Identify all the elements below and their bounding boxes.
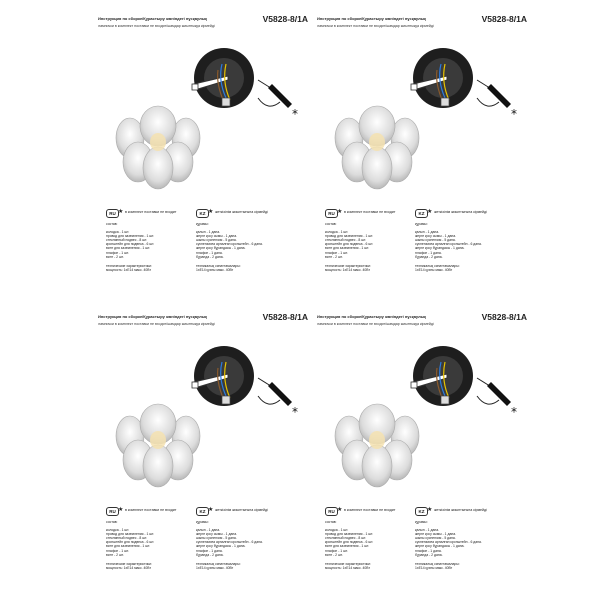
contents-item: жерге қосу бұрандасы - 1 дана.	[415, 246, 465, 251]
kz-contents	[415, 520, 503, 570]
contents-item: винт - 2 шт.	[106, 552, 124, 557]
contents-item: колодка - 1 шт.	[325, 528, 349, 533]
star-icon: ★	[337, 507, 343, 513]
contents-item: қалып - 1 дана.	[196, 528, 221, 533]
kz-item-list	[196, 528, 284, 557]
kz-badge: KZ	[196, 507, 209, 516]
star-icon: ★	[208, 507, 214, 513]
kz-contents-heading: құрамы:	[196, 222, 209, 226]
contents-item: кронштейн для подвеса - 6 шт.	[106, 242, 155, 247]
asterisk-icon: *	[292, 107, 298, 120]
language-badges	[106, 507, 296, 517]
kz-contents	[415, 222, 503, 272]
contents-item: колодка - 1 шт.	[106, 528, 130, 533]
spec-line: мощность: 1xE14 макс. 40Вт	[106, 565, 152, 570]
instruction-panel	[98, 14, 308, 294]
contents-item: суспензияға арналған кронштейн - 6 дана.	[196, 242, 263, 247]
contents-item: плафон - 1 дана.	[196, 548, 223, 553]
contents-item: плафон - 1 дана.	[415, 548, 442, 553]
ru-note: в комплект поставки не входит	[125, 508, 177, 512]
screwdriver-icon	[268, 382, 292, 406]
contents-item: жерге қосу бұрандасы - 1 дана.	[196, 246, 246, 251]
contents-item: винт для заземления - 1 шт.	[325, 544, 370, 549]
lamp-illustration	[327, 96, 427, 196]
terminal-block-icon	[441, 98, 449, 106]
spec-line: технические характеристики:	[106, 561, 152, 566]
spec-line: техникалық сипаттамалары:	[196, 263, 241, 268]
contents-item: плафон - 1 шт.	[106, 548, 129, 553]
contents-item: жерге қосу сымы - 1 дана.	[196, 532, 238, 537]
screwdriver-icon	[487, 382, 511, 406]
kz-specs	[196, 562, 284, 570]
contents-item: кронштейн для подвеса - 6 шт.	[325, 242, 374, 247]
asterisk-icon: *	[511, 107, 517, 120]
ru-note: в комплект поставки не входит	[344, 508, 396, 512]
kz-badge: KZ	[415, 209, 428, 218]
contents-item: шыны суспензия - 5 дана.	[415, 536, 456, 541]
panel-header	[317, 312, 527, 334]
contents-item: винт - 2 шт.	[325, 552, 343, 557]
terminal-block-icon	[222, 396, 230, 404]
kz-note: жеткізілім жиынтығына кірмейді	[434, 508, 487, 512]
contents-item: қалып - 1 дана.	[196, 230, 221, 235]
language-badges	[325, 507, 515, 517]
contents-item: бұранда - 2 дана.	[415, 254, 443, 259]
bracket-end-icon	[192, 84, 198, 90]
spec-line: мощность: 1xE14 макс. 40Вт	[106, 267, 152, 272]
panel-header	[317, 14, 527, 36]
model-number: V5828-8/1A	[481, 14, 527, 24]
spec-line: 1xE14 қуаты макс. 40Вт	[196, 267, 234, 272]
ru-contents-heading: состав:	[325, 520, 337, 524]
kz-specs	[415, 562, 503, 570]
ru-item-list	[106, 230, 194, 259]
contents-item: плафон - 1 дана.	[196, 250, 223, 255]
bulb-glow-icon	[369, 133, 385, 151]
contents-item: винт для заземления - 1 шт.	[325, 246, 370, 251]
ru-note: в комплект поставки не входит	[344, 210, 396, 214]
rotation-arrow-icon	[477, 396, 499, 404]
contents-item: плафон - 1 шт.	[106, 250, 129, 255]
spec-line: технические характеристики:	[325, 561, 371, 566]
contents-item: провод для заземления - 1 шт.	[106, 234, 155, 239]
kz-contents-heading: құрамы:	[415, 520, 428, 524]
ru-contents-heading: состав:	[106, 520, 118, 524]
kz-note: жеткізілім жиынтығына кірмейді	[215, 210, 268, 214]
screwdriver-icon	[487, 84, 511, 108]
contents-item: кронштейн для подвеса - 6 шт.	[106, 540, 155, 545]
model-number: V5828-8/1A	[262, 14, 308, 24]
language-badges	[106, 209, 296, 219]
spec-line: технические характеристики:	[106, 263, 152, 268]
kz-badge: KZ	[415, 507, 428, 516]
kz-item-list	[196, 230, 284, 259]
spec-line: мощность: 1xE14 макс. 40Вт	[325, 267, 371, 272]
contents-item: винт для заземления - 1 шт.	[106, 544, 151, 549]
ru-badge: RU	[325, 507, 338, 516]
rotation-arrow-icon	[477, 98, 499, 106]
instruction-panel	[98, 312, 308, 592]
star-icon: ★	[337, 209, 343, 215]
ru-item-list	[325, 230, 413, 259]
contents-item: қалып - 1 дана.	[415, 528, 440, 533]
header-title: Инструкция по сборке/Құрастыру жөніндегі нұсқаулық	[317, 314, 427, 319]
ru-specs	[325, 562, 413, 570]
ru-specs	[106, 562, 194, 570]
glass-petal-icon	[143, 445, 173, 487]
model-number: V5828-8/1A	[481, 312, 527, 322]
bracket-end-icon	[192, 382, 198, 388]
contents-item: шыны суспензия - 5 дана.	[415, 238, 456, 243]
ru-badge: RU	[106, 507, 119, 516]
contents-item: кронштейн для подвеса - 6 шт.	[325, 540, 374, 545]
contents-item: шыны суспензия - 5 дана.	[196, 536, 237, 541]
contents-item: провод для заземления - 1 шт.	[106, 532, 155, 537]
instruction-panel	[317, 14, 527, 294]
spec-line: 1xE14 қуаты макс. 40Вт	[415, 565, 453, 570]
contents-item: колодка - 1 шт.	[325, 230, 349, 235]
contents-item: стеклянный подвес - 8 шт.	[325, 536, 367, 541]
ru-contents	[106, 222, 194, 272]
contents-item: суспензияға арналған кронштейн - 6 дана.	[415, 242, 482, 247]
star-icon: ★	[118, 209, 124, 215]
spec-line: мощность: 1xE14 макс. 40Вт	[325, 565, 371, 570]
ru-contents	[325, 520, 413, 570]
ru-contents-heading: состав:	[106, 222, 118, 226]
kz-specs	[415, 264, 503, 272]
ru-item-list	[325, 528, 413, 557]
glass-petal-icon	[143, 147, 173, 189]
ru-note: в комплект поставки не входит	[125, 210, 177, 214]
spec-line: 1xE14 қуаты макс. 40Вт	[196, 565, 234, 570]
contents-item: плафон - 1 шт.	[325, 250, 348, 255]
kz-note: жеткізілім жиынтығына кірмейді	[215, 508, 268, 512]
spec-line: техникалық сипаттамалары:	[415, 561, 460, 566]
star-icon: ★	[427, 507, 433, 513]
contents-item: винт - 2 шт.	[106, 254, 124, 259]
contents-item: бұранда - 2 дана.	[196, 552, 224, 557]
star-icon: ★	[118, 507, 124, 513]
contents-item: шыны суспензия - 5 дана.	[196, 238, 237, 243]
panel-header	[98, 312, 308, 334]
contents-item: жерге қосу бұрандасы - 1 дана.	[196, 544, 246, 549]
bracket-end-icon	[411, 382, 417, 388]
star-icon: ★	[427, 209, 433, 215]
spec-line: 1xE14 қуаты макс. 40Вт	[415, 267, 453, 272]
contents-item: жерге қосу сымы - 1 дана.	[196, 234, 238, 239]
ru-item-list	[106, 528, 194, 557]
contents-item: стеклянный подвес - 8 шт.	[106, 238, 148, 243]
contents-item: жерге қосу сымы - 1 дана.	[415, 532, 457, 537]
kz-contents-heading: құрамы:	[196, 520, 209, 524]
contents-item: стеклянный подвес - 8 шт.	[325, 238, 367, 243]
contents-item: стеклянный подвес - 8 шт.	[106, 536, 148, 541]
kz-badge: KZ	[196, 209, 209, 218]
screwdriver-icon	[268, 84, 292, 108]
kz-note: жеткізілім жиынтығына кірмейді	[434, 210, 487, 214]
rotation-arrow-icon	[258, 396, 280, 404]
language-badges	[325, 209, 515, 219]
star-icon: ★	[208, 209, 214, 215]
contents-item: винт - 2 шт.	[325, 254, 343, 259]
ru-specs	[325, 264, 413, 272]
panel-header	[98, 14, 308, 36]
contents-item: плафон - 1 дана.	[415, 250, 442, 255]
spec-line: техникалық сипаттамалары:	[196, 561, 241, 566]
header-subtitle: лампочки в комплект поставки не входят/шамдар жиынтыққа кірмейді	[317, 322, 434, 326]
lamp-illustration	[108, 394, 208, 494]
asterisk-icon: *	[511, 405, 517, 418]
kz-specs	[196, 264, 284, 272]
contents-item: бұранда - 2 дана.	[415, 552, 443, 557]
kz-contents	[196, 222, 284, 272]
spec-line: техникалық сипаттамалары:	[415, 263, 460, 268]
ru-contents	[106, 520, 194, 570]
model-number: V5828-8/1A	[262, 312, 308, 322]
contents-item: жерге қосу сымы - 1 дана.	[415, 234, 457, 239]
header-subtitle: лампочки в комплект поставки не входят/шамдар жиынтыққа кірмейді	[98, 322, 215, 326]
glass-petal-icon	[362, 445, 392, 487]
contents-item: суспензияға арналған кронштейн - 6 дана.	[415, 540, 482, 545]
contents-item: колодка - 1 шт.	[106, 230, 130, 235]
bracket-end-icon	[411, 84, 417, 90]
kz-item-list	[415, 528, 503, 557]
contents-item: суспензияға арналған кронштейн - 6 дана.	[196, 540, 263, 545]
ru-specs	[106, 264, 194, 272]
lamp-illustration	[327, 394, 427, 494]
bulb-glow-icon	[369, 431, 385, 449]
contents-item: провод для заземления - 1 шт.	[325, 234, 374, 239]
glass-petal-icon	[362, 147, 392, 189]
rotation-arrow-icon	[258, 98, 280, 106]
asterisk-icon: *	[292, 405, 298, 418]
spec-line: технические характеристики:	[325, 263, 371, 268]
contents-item: жерге қосу бұрандасы - 1 дана.	[415, 544, 465, 549]
lamp-illustration	[108, 96, 208, 196]
contents-item: плафон - 1 шт.	[325, 548, 348, 553]
terminal-block-icon	[222, 98, 230, 106]
contents-item: провод для заземления - 1 шт.	[325, 532, 374, 537]
header-subtitle: лампочки в комплект поставки не входят/шамдар жиынтыққа кірмейді	[98, 24, 215, 28]
bulb-glow-icon	[150, 431, 166, 449]
header-title: Инструкция по сборке/Құрастыру жөніндегі нұсқаулық	[317, 16, 427, 21]
contents-item: бұранда - 2 дана.	[196, 254, 224, 259]
ru-badge: RU	[325, 209, 338, 218]
ru-contents	[325, 222, 413, 272]
instruction-panel	[317, 312, 527, 592]
kz-contents-heading: құрамы:	[415, 222, 428, 226]
kz-item-list	[415, 230, 503, 259]
contents-item: винт для заземления - 1 шт.	[106, 246, 151, 251]
ru-badge: RU	[106, 209, 119, 218]
ru-contents-heading: состав:	[325, 222, 337, 226]
contents-item: қалып - 1 дана.	[415, 230, 440, 235]
kz-contents	[196, 520, 284, 570]
bulb-glow-icon	[150, 133, 166, 151]
terminal-block-icon	[441, 396, 449, 404]
header-title: Инструкция по сборке/Құрастыру жөніндегі нұсқаулық	[98, 16, 208, 21]
header-title: Инструкция по сборке/Құрастыру жөніндегі нұсқаулық	[98, 314, 208, 319]
header-subtitle: лампочки в комплект поставки не входят/шамдар жиынтыққа кірмейді	[317, 24, 434, 28]
